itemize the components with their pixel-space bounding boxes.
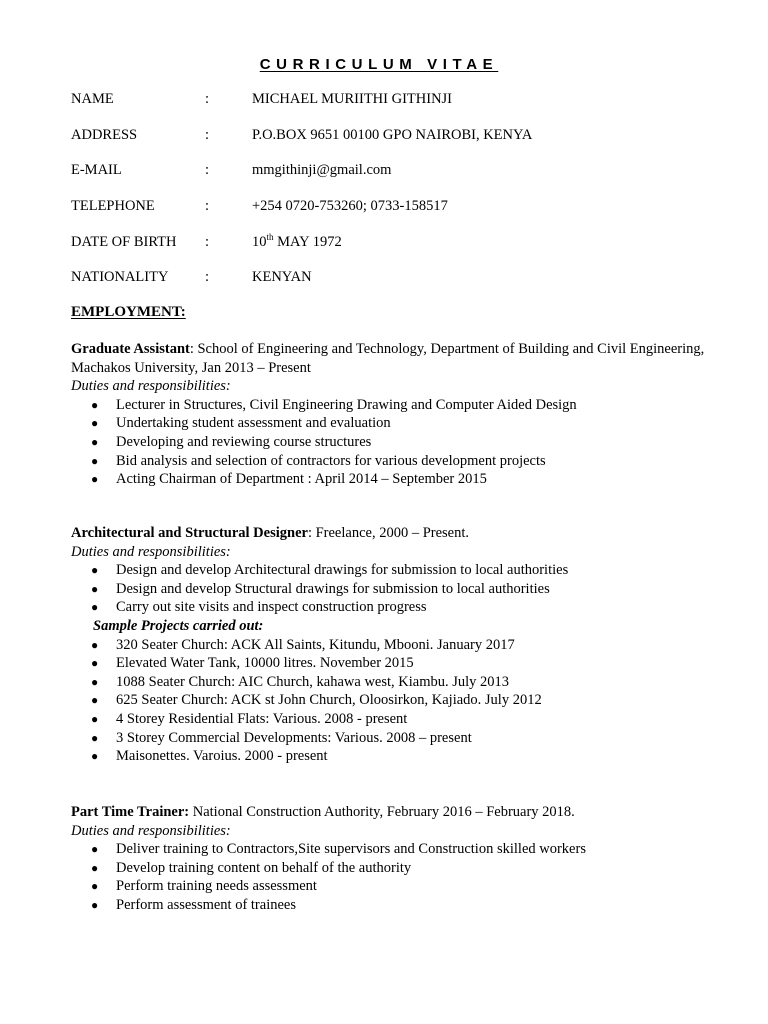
- list-item-text: 4 Storey Residential Flats: Various. 2008 - present: [116, 710, 408, 727]
- list-item: [71, 840, 711, 859]
- dob-rest: MAY 1972: [273, 234, 342, 250]
- list-item: [71, 747, 711, 766]
- document-title: CURRICULUM VITAE: [259, 56, 499, 73]
- list-item-text: Deliver training to Contractors,Site supervisors and Construction skilled workers: [116, 841, 586, 858]
- duties-list: [71, 396, 711, 489]
- list-item: [71, 580, 711, 599]
- bullet-icon: ●: [91, 897, 99, 912]
- info-label: TELEPHONE: [71, 198, 155, 214]
- list-item-text: Acting Chairman of Department : April 2014 – September 2015: [116, 471, 487, 488]
- list-item: [71, 396, 711, 415]
- bullet-icon: ●: [91, 434, 99, 449]
- list-item-text: Elevated Water Tank, 10000 litres. November 2015: [116, 655, 414, 672]
- info-value: MICHAEL MURIITHI GITHINJI: [252, 91, 453, 107]
- info-value: mmgithinji@gmail.com: [252, 162, 392, 178]
- info-value: P.O.BOX 9651 00100 GPO NAIROBI, KENYA: [252, 127, 533, 143]
- list-item-text: Perform training needs assessment: [116, 878, 317, 895]
- list-item-text: 1088 Seater Church: AIC Church, kahawa west, Kiambu. July 2013: [116, 673, 510, 690]
- duties-list: [71, 561, 711, 617]
- bullet-icon: ●: [91, 416, 99, 431]
- job-details: : School of Engineering and Technology, Department of Building and Civil Engineering, Machakos University, Jan 2013 – Present: [71, 341, 705, 376]
- list-item-text: Undertaking student assessment and evaluation: [116, 415, 391, 432]
- bullet-icon: ●: [91, 749, 99, 764]
- list-item: [71, 636, 711, 655]
- duties-list: [71, 840, 711, 914]
- list-item-text: Develop training content on behalf of the authority: [116, 859, 412, 876]
- bullet-icon: ●: [91, 397, 99, 412]
- bullet-icon: ●: [91, 711, 99, 726]
- duties-heading: Duties and responsibilities:: [71, 543, 231, 560]
- job-details: National Construction Authority, February 2016 – February 2018.: [189, 804, 575, 820]
- bullet-icon: ●: [91, 879, 99, 894]
- job-entry-part-time-trainer: [71, 803, 711, 915]
- info-value: [252, 232, 342, 252]
- info-value: KENYAN: [252, 269, 312, 285]
- list-item-text: Developing and reviewing course structures: [116, 433, 372, 450]
- bullet-icon: ●: [91, 674, 99, 689]
- bullet-icon: ●: [91, 842, 99, 857]
- bullet-icon: ●: [91, 637, 99, 652]
- list-item-text: Design and develop Architectural drawings for submission to local authorities: [116, 562, 569, 579]
- list-item-text: Maisonettes. Varoius. 2000 - present: [116, 748, 328, 765]
- list-item: [71, 691, 711, 710]
- list-item: [71, 598, 711, 617]
- bullet-icon: ●: [91, 581, 99, 596]
- info-colon: :: [205, 162, 210, 178]
- bullet-icon: ●: [91, 600, 99, 615]
- info-colon: :: [205, 127, 210, 143]
- job-role: Part Time Trainer:: [71, 804, 190, 820]
- info-label: ADDRESS: [71, 127, 138, 143]
- list-item-text: 320 Seater Church: ACK All Saints, Kitundu, Mbooni. January 2017: [116, 636, 515, 653]
- bullet-icon: ●: [91, 472, 99, 487]
- dob-suffix: th: [266, 232, 274, 242]
- list-item: [71, 414, 711, 433]
- info-colon: :: [205, 91, 210, 107]
- duties-heading: Duties and responsibilities:: [71, 822, 231, 839]
- list-item: [71, 452, 711, 471]
- list-item-text: Perform assessment of trainees: [116, 896, 296, 913]
- job-role: Architectural and Structural Designer: [71, 525, 308, 541]
- list-item: [71, 877, 711, 896]
- list-item-text: 625 Seater Church: ACK st John Church, Oloosirkon, Kajiado. July 2012: [116, 692, 542, 709]
- employment-heading: EMPLOYMENT:: [71, 304, 186, 320]
- dob-day: 10: [252, 234, 267, 250]
- list-item: [71, 654, 711, 673]
- info-label: NAME: [71, 91, 114, 107]
- bullet-icon: ●: [91, 563, 99, 578]
- bullet-icon: ●: [91, 693, 99, 708]
- list-item: [71, 710, 711, 729]
- info-label: E-MAIL: [71, 162, 122, 178]
- info-colon: :: [205, 198, 210, 214]
- info-label: DATE OF BIRTH: [71, 234, 177, 250]
- bullet-icon: ●: [91, 730, 99, 745]
- info-colon: :: [205, 269, 210, 285]
- list-item: [71, 433, 711, 452]
- list-item-text: Design and develop Structural drawings for submission to local authorities: [116, 580, 550, 597]
- list-item: [71, 896, 711, 915]
- list-item: [71, 729, 711, 748]
- list-item: [71, 561, 711, 580]
- info-colon: :: [205, 234, 210, 250]
- list-item-text: Lecturer in Structures, Civil Engineering Drawing and Computer Aided Design: [116, 396, 577, 413]
- job-details: : Freelance, 2000 – Present.: [307, 525, 470, 541]
- duties-heading: Duties and responsibilities:: [71, 378, 231, 395]
- info-label: NATIONALITY: [71, 269, 169, 285]
- info-value: +254 0720-753260; 0733-158517: [252, 198, 448, 214]
- projects-list: [71, 636, 711, 766]
- bullet-icon: ●: [91, 656, 99, 671]
- job-title-line: [71, 524, 711, 543]
- job-title-line: [71, 340, 711, 377]
- list-item-text: 3 Storey Commercial Developments: Various. 2008 – present: [116, 729, 472, 746]
- projects-heading: Sample Projects carried out:: [93, 617, 264, 634]
- job-role: Graduate Assistant: [71, 341, 190, 357]
- list-item: [71, 673, 711, 692]
- job-entry-designer: [71, 524, 711, 766]
- list-item: [71, 859, 711, 878]
- bullet-icon: ●: [91, 453, 99, 468]
- bullet-icon: ●: [91, 860, 99, 875]
- list-item-text: Carry out site visits and inspect construction progress: [116, 599, 427, 616]
- job-title-line: [71, 803, 711, 822]
- list-item: [71, 470, 711, 489]
- job-entry-graduate-assistant: [71, 340, 711, 489]
- list-item-text: Bid analysis and selection of contractors for various development projects: [116, 452, 546, 469]
